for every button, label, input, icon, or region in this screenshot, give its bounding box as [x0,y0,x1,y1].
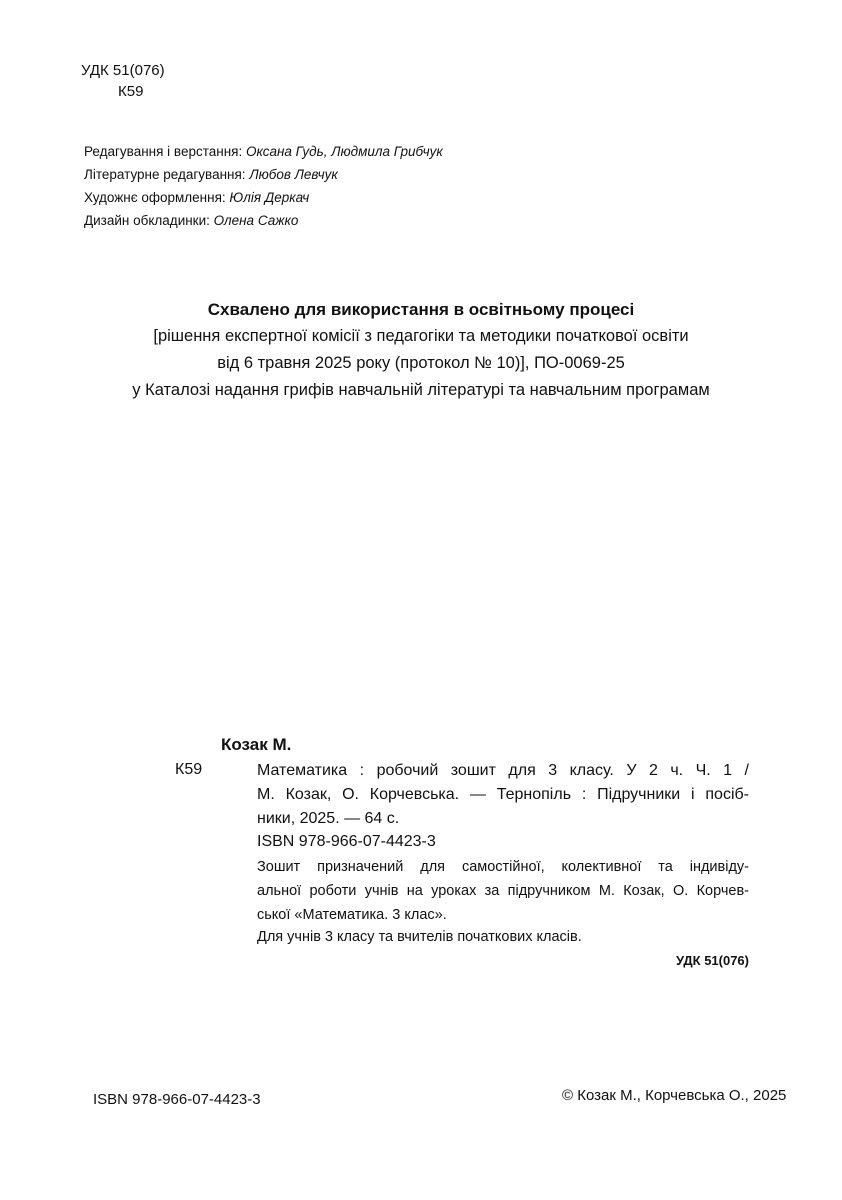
credit-names: Оксана Гудь, Людмила Грибчук [246,144,443,159]
approval-line-2: від 6 травня 2025 року (протокол № 10)], ПО-0069-25 [217,354,625,372]
credit-names: Юлія Деркач [229,190,310,205]
approval-line-3: у Каталозі надання грифів навчальній літературі та навчальним програмам [132,381,710,399]
credits-block [84,140,443,232]
credit-row-editing [84,140,443,163]
card-isbn: ISBN 978-966-07-4423-3 [257,833,436,850]
card-annotation [257,855,749,927]
cutter-number: К59 [118,83,144,100]
card-annotation-line: альної роботи учнів на уроках за підручником М. Козак, О. Корчев- [257,883,749,899]
card-audience: Для учнів 3 класу та вчителів початкових класів. [257,929,582,945]
card-description [257,759,749,831]
approval-heading: Схвалено для використання в освітньому процесі [207,300,635,319]
credit-role: Дизайн обкладинки: [84,213,210,228]
card-annotation-line: Зошит призначений для самостійної, колективної та індивіду- [257,859,749,875]
card-description-line: Математика : робочий зошит для 3 класу. У 2 ч. Ч. 1 / [257,762,749,779]
footer-isbn: ISBN 978-966-07-4423-3 [93,1091,261,1108]
credit-row-literary-editing [84,163,443,186]
card-annotation-line: ської «Математика. 3 клас». [257,907,447,923]
approval-line-1: [рішення експертної комісії з педагогіки та методики початкової освіти [153,327,689,345]
approval-block [0,296,842,404]
credit-role: Художнє оформлення: [84,190,226,205]
credit-role: Редагування і верстання: [84,144,243,159]
card-author: Козак М. [221,735,292,754]
card-udk: УДК 51(076) [675,953,749,968]
card-description-line: М. Козак, О. Корчевська. — Тернопіль : Підручники і посіб- [257,786,749,803]
udk-code: УДК 51(076) [81,62,165,79]
card-cutter: К59 [175,761,203,778]
footer-copyright: © Козак М., Корчевська О., 2025 [562,1087,787,1104]
credit-row-art-design [84,186,443,209]
card-description-line: ники, 2025. — 64 с. [257,810,400,827]
credit-names: Любов Левчук [249,167,338,182]
credit-role: Літературне редагування: [84,167,246,182]
credit-names: Олена Сажко [213,213,299,228]
classification-block [81,62,165,101]
credit-row-cover-design [84,209,443,232]
